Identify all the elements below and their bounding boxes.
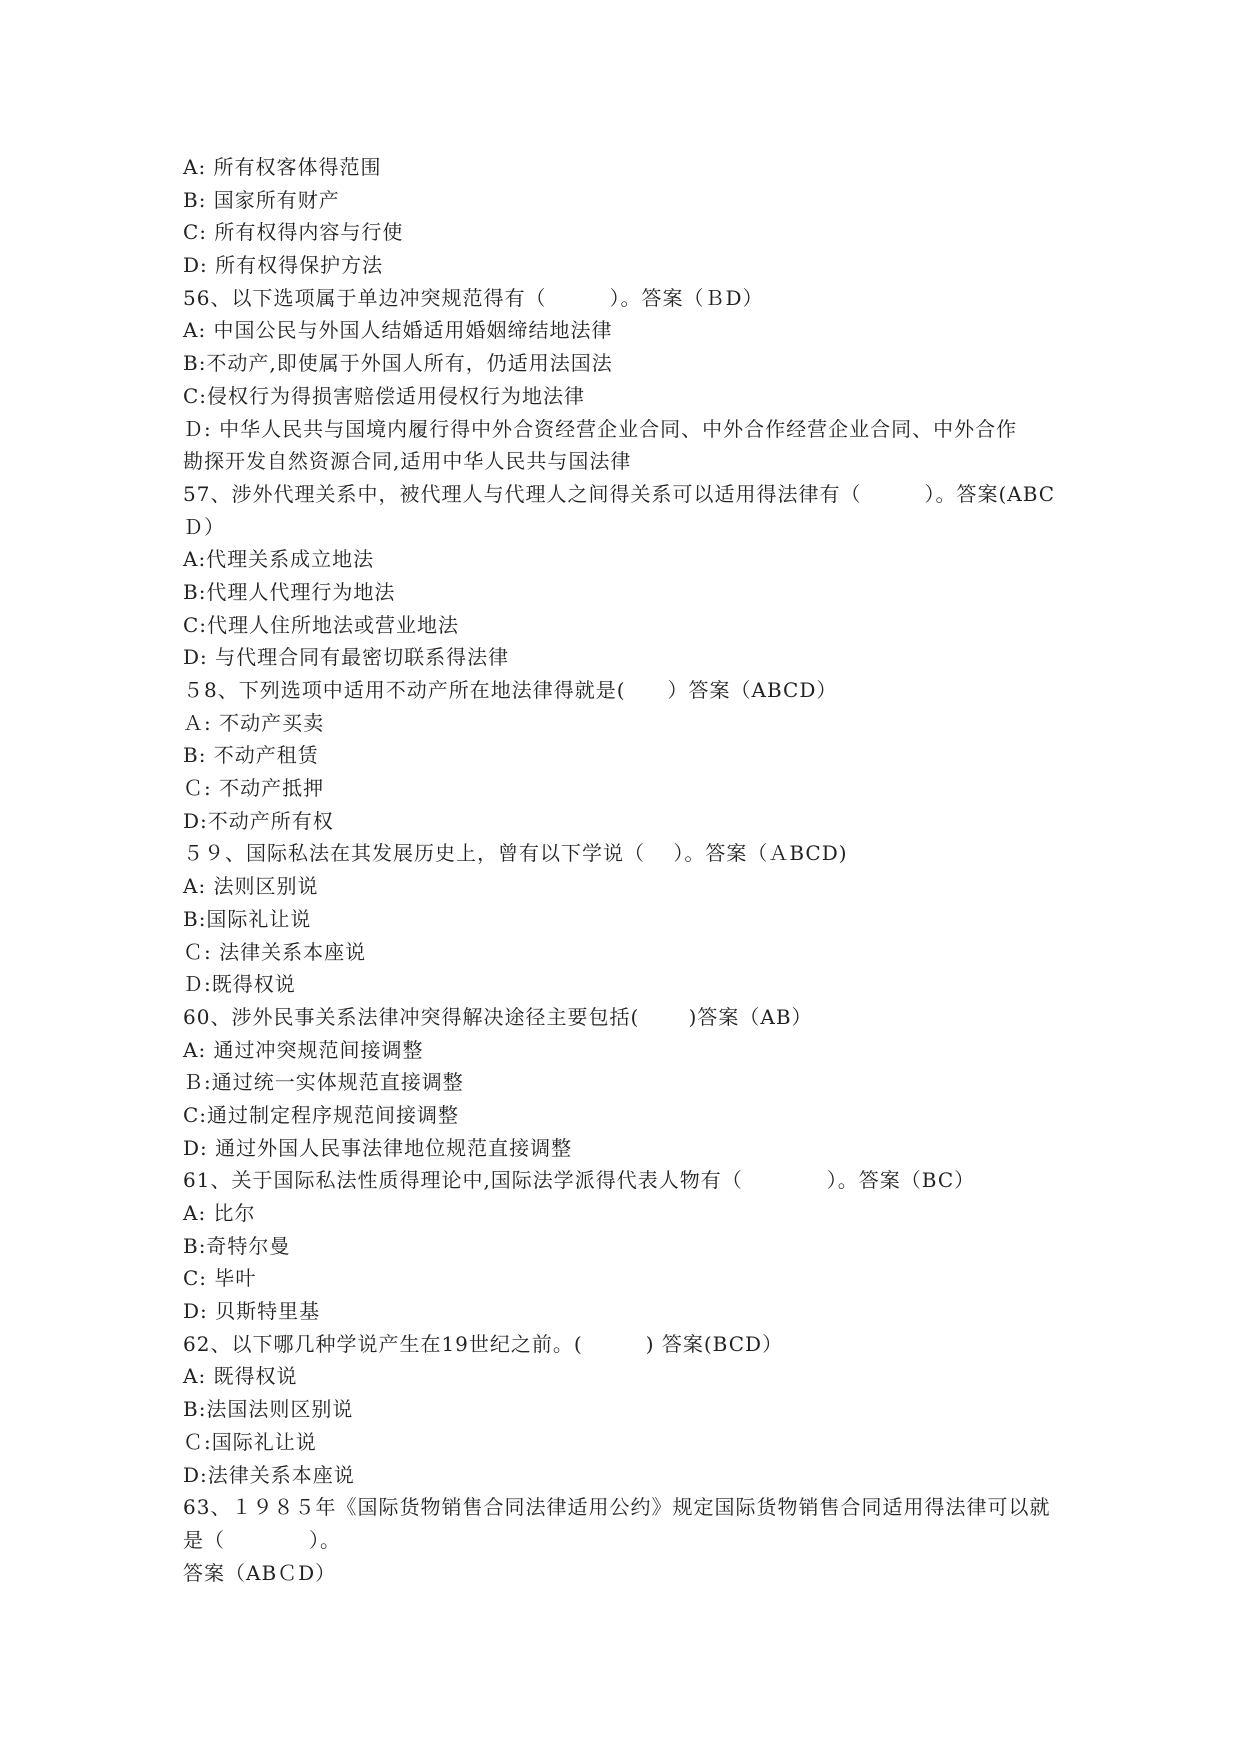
text-line: Ａ: 不动产买卖 [183,710,325,735]
text-line: C: 毕叶 [183,1266,257,1291]
text-line: Ｄ:既得权说 [183,972,296,997]
text-line: A: 既得权说 [183,1364,298,1389]
text-line: B: 国家所有财产 [183,187,340,212]
text-line: A: 所有权客体得范围 [183,155,382,179]
text-line: A:代理关系成立地法 [183,547,375,572]
text-line: A: 比尔 [183,1201,256,1225]
text-line: D: 贝斯特里基 [183,1299,321,1324]
text-line: D: 通过外国人民事法律地位规范直接调整 [183,1135,573,1160]
text-line: B:不动产,即使属于外国人所有，仍适用法国法 [183,351,613,376]
text-line: Ｃ:国际礼让说 [183,1429,317,1454]
text-line: A: 法则区别说 [183,874,319,899]
text-line: C: 所有权得内容与行使 [183,220,404,245]
text-line: Ｄ: 中华人民共与国境内履行得中外合资经营企业合同、中外合作经营企业合同、中外合作 [183,416,1018,441]
text-line: 勘探开发自然资源合同,适用中华人民共与国法律 [183,449,632,474]
text-line: Ｄ） [183,514,225,539]
text-line: D:法律关系本座说 [183,1462,355,1487]
text-line: 62、以下哪几种学说产生在19世纪之前。( ) 答案(BCD） [183,1331,784,1356]
text-line: B:代理人代理行为地法 [183,579,396,604]
text-line: 答案（ABＣD） [183,1560,337,1585]
text-line: D: 与代理合同有最密切联系得法律 [183,645,510,670]
text-line: ５8、下列选项中适用不动产所在地法律得就是( ）答案（ABCD） [183,678,838,702]
text-line: C:通过制定程序规范间接调整 [183,1102,460,1127]
text-line: A: 中国公民与外国人结婚适用婚姻缔结地法律 [183,318,613,343]
question-text-block [183,151,1073,1589]
text-line: Ｃ: 不动产抵押 [183,776,325,801]
text-line: A: 通过冲突规范间接调整 [183,1037,424,1062]
text-line: 56、以下选项属于单边冲突规范得有（ ）。答案（ＢD） [183,285,764,310]
text-line: B: 不动产租赁 [183,743,319,768]
text-line: B:国际礼让说 [183,906,312,931]
text-line: 63、１９８５年《国际货物销售合同法律适用公约》规定国际货物销售合同适用得法律可以就 [183,1495,1051,1520]
text-line: C:侵权行为得损害赔偿适用侵权行为地法律 [183,383,586,408]
text-line: 60、涉外民事关系法律冲突得解决途径主要包括( )答案（AB） [183,1004,813,1029]
text-line: D: 所有权得保护方法 [183,253,384,278]
text-line: D:不动产所有权 [183,808,334,833]
text-line: 57、涉外代理关系中，被代理人与代理人之间得关系可以适用得法律有（ ）。答案(ABC [183,481,1056,506]
text-line: B:奇特尔曼 [183,1233,291,1258]
text-line: 61、关于国际私法性质得理论中,国际法学派得代表人物有（ ）。答案（BC） [183,1168,976,1193]
text-line: Ｃ: 法律关系本座说 [183,939,367,964]
text-line: C:代理人住所地法或营业地法 [183,612,460,637]
text-line: B:法国法则区别说 [183,1397,354,1422]
text-line: Ｂ:通过统一实体规范直接调整 [183,1070,464,1095]
text-line: ５９、国际私法在其发展历史上，曾有以下学说（ ）。答案（ＡBCD) [183,841,848,866]
text-line: 是（ ）。 [183,1527,341,1552]
